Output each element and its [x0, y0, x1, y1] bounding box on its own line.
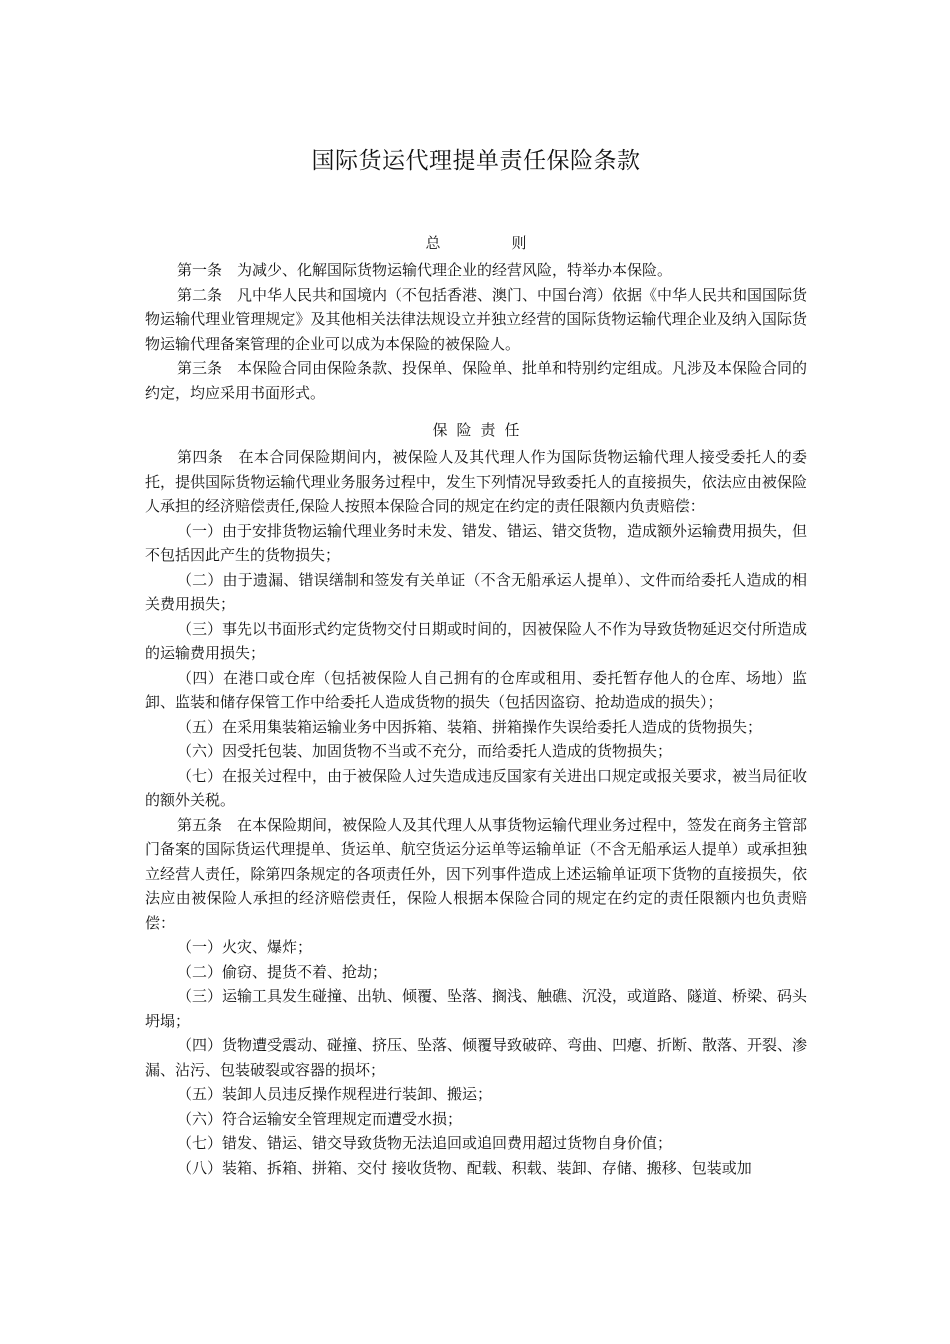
article-5-item-2: （二）偷窃、提货不着、抢劫； [177, 962, 388, 981]
article-5-item-7: （七）错发、错运、错交导致货物无法追回或追回费用超过货物自身价值； [177, 1134, 673, 1152]
article-5-item-8: （八）装箱、拆箱、拼箱、交付 接收货物、配载、积载、装卸、存储、搬移、包装或加 [177, 1158, 752, 1177]
article-5-item-3: （三）运输工具发生碰撞、出轨、倾覆、坠落、搁浅、触礁、沉没，或道路、隧道、桥梁、码头坍塌； [145, 987, 808, 1030]
article-5-item-6: （六）符合运输安全管理规定而遭受水损； [177, 1109, 463, 1128]
section-liability [145, 415, 807, 1180]
article-2: 第二条 凡中华人民共和国境内（不包括香港、澳门、中国台湾）依据《中华人民共和国国际货物运输代理业管理规定》及其他相关法律法规设立并独立经营的国际货物运输代理企业及纳入国际货物运输代理备案管理的企业可以成为本保险的被保险人。 [145, 285, 808, 353]
section-heading-general: 总 则 [425, 234, 555, 252]
article-5-item-5: （五）装卸人员违反操作规程进行装卸、搬运； [177, 1085, 493, 1103]
article-4-item-2: （二）由于遗漏、错误缮制和签发有关单证（不含无船承运人提单）、文件而给委托人造成的相关费用损失； [145, 570, 807, 613]
section-general [145, 228, 807, 405]
article-4-item-4: （四）在港口或仓库（包括被保险人自己拥有的仓库或租用、委托暂存他人的仓库、场地）监卸、监装和储存保管工作中给委托人造成货物的损失（包括因盗窃、抢劫造成的损失）； [145, 668, 807, 711]
document-title: 国际货运代理提单责任保险条款 [311, 148, 641, 174]
article-4-item-1: （一）由于安排货物运输代理业务时未发、错发、错运、错交货物，造成额外运输费用损失，但不包括因此产生的货物损失； [145, 521, 808, 564]
section-spacer [145, 405, 807, 415]
article-1: 第一条 为减少、化解国际货物运输代理企业的经营风险，特举办本保险。 [177, 261, 673, 279]
article-5-item-4: （四）货物遭受震动、碰撞、挤压、坠落、倾覆导致破碎、弯曲、凹瘪、折断、散落、开裂、渗漏、沾污、包装破裂或容器的损坏； [145, 1036, 808, 1079]
article-4-item-7: （七）在报关过程中，由于被保险人过失造成违反国家有关进出口规定或报关要求，被当局征收的额外关税。 [145, 766, 808, 809]
article-4-item-6: （六）因受托包装、加固货物不当或不充分，而给委托人造成的货物损失； [177, 742, 673, 760]
article-5-item-1: （一）火灾、爆炸； [177, 938, 313, 956]
article-4-item-3: （三）事先以书面形式约定货物交付日期或时间的，因被保险人不作为导致货物延迟交付所造成的运输费用损失； [145, 619, 808, 662]
article-5: 第五条 在本保险期间，被保险人及其代理人从事货物运输代理业务过程中，签发在商务主管部门备案的国际货运代理提单、货运单、航空货运分运单等运输单证（不含无船承运人提单）或承担独立经营人责任，除第四条规定的各项责任外，因下列事件造成上述运输单证项下货物的直接损失，依法应由被保险人承担的经济赔偿责任，保险人根据本保险合同的规定在约定的责任限额内也负责赔偿： [145, 815, 808, 932]
article-4: 第四条 在本合同保险期间内，被保险人及其代理人作为国际货物运输代理人接受委托人的委托，提供国际货物运输代理业务服务过程中，发生下列情况导致委托人的直接损失，依法应由被保险人承担的经济赔偿责任,保险人按照本保险合同的规定在约定的责任限额内负责赔偿： [145, 448, 807, 515]
document-body [145, 228, 807, 1180]
article-4-item-5: （五）在采用集装箱运输业务中因拆箱、装箱、拼箱操作失误给委托人造成的货物损失； [177, 717, 763, 736]
article-3: 第三条 本保险合同由保险条款、投保单、保险单、批单和特别约定组成。凡涉及本保险合同的约定，均应采用书面形式。 [145, 359, 808, 402]
section-heading-liability: 保险责任 [432, 421, 529, 439]
